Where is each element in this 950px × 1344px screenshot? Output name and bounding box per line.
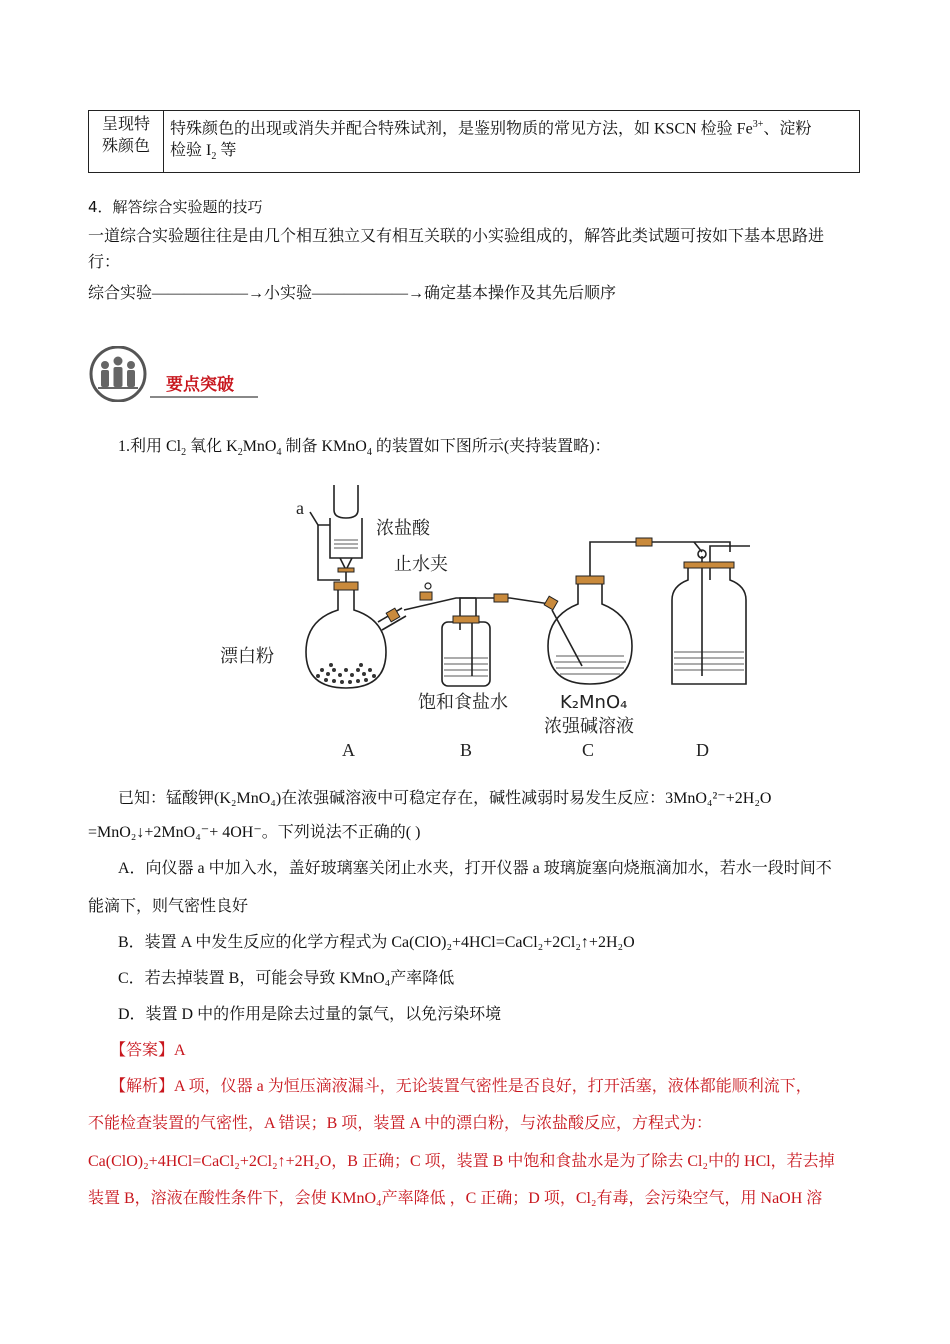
analysis-line2: 不能检查装置的气密性，A 错误；B 项，装置 A 中的漂白粉，与浓盐酸反应，方程式为： xyxy=(88,1115,713,1132)
letter-a: A xyxy=(342,740,355,760)
banner-title: 要点突破 xyxy=(166,375,234,395)
answer: 【答案】A xyxy=(110,1042,186,1059)
known-line1: 已知：锰酸钾(K₂MnO₄)在浓强碱溶液中可稳定存在，碱性减弱时易发生反应：3MnO₄²⁻+2H₂O xyxy=(118,790,772,807)
label-clip: 止水夹 xyxy=(394,554,448,575)
option-a-line2: 能滴下，则气密性良好 xyxy=(88,898,249,915)
section-paragraph-line2: 行： xyxy=(88,254,121,271)
known-line2: =MnO₂↓+2MnO₄⁻+ 4OH⁻。下列说法不正确的( ) xyxy=(88,824,421,841)
row-content-line2: 检验 $I_2$ 等 xyxy=(170,142,237,163)
label-k2mno4: K₂MnO₄ xyxy=(560,692,628,713)
apparatus-figure xyxy=(210,470,770,770)
analysis-line3: Ca(ClO)₂+4HCl=CaCl₂+2Cl₂↑+2H₂O，B 正确；C 项，装置 B 中饱和食盐水是为了除去 Cl₂中的 HCl，若去掉 xyxy=(88,1153,835,1170)
label-hcl: 浓盐酸 xyxy=(376,518,430,539)
option-c: C．若去掉装置 B，可能会导致 KMnO₄产率降低 xyxy=(118,970,455,987)
option-d: D．装置 D 中的作用是除去过量的氯气，以免污染环境 xyxy=(118,1006,502,1023)
option-b: B．装置 A 中发生反应的化学方程式为 Ca(ClO)₂+4HCl=CaCl₂+2Cl₂↑+2H₂O xyxy=(118,934,635,951)
flow-text: 综合实验——————→小实验——————→确定基本操作及其先后顺序 xyxy=(88,285,617,302)
label-a: a xyxy=(296,498,304,518)
label-brine: 饱和食盐水 xyxy=(418,692,508,713)
section-paragraph-line1: 一道综合实验题往往是由几个相互独立又有相互关联的小实验组成的，解答此类试题可按如下基本思路进 xyxy=(88,228,825,245)
people-group-icon xyxy=(88,346,154,402)
letter-c: C xyxy=(582,740,595,760)
row-content-line1: 特殊颜色的出现或消失并配合特殊试剂，是鉴别物质的常见方法，如 KSCN 检验 $Fe^{3+}$、淀粉 xyxy=(170,119,812,138)
section-heading: 4．解答综合实验题的技巧 xyxy=(88,198,263,216)
analysis-line4: 装置 B，溶液在酸性条件下，会使 KMnO₄产率降低 ，C 正确；D 项，Cl₂有毒，会污染空气，用 NaOH 溶 xyxy=(88,1190,823,1207)
row-content xyxy=(164,111,860,173)
option-a-line1: A．向仪器 a 中加入水，盖好玻璃塞关闭止水夹，打开仪器 a 玻璃旋塞向烧瓶滴加水，若水一段时间不 xyxy=(118,860,832,877)
row-header xyxy=(89,111,164,173)
label-alkali: 浓强碱溶液 xyxy=(544,716,634,737)
banner-underline xyxy=(150,396,258,398)
letter-b: B xyxy=(460,740,473,760)
row-header-line2: 殊颜色 xyxy=(101,138,150,155)
label-bleach: 漂白粉 xyxy=(220,646,274,667)
row-header-line1: 呈现特 xyxy=(101,116,150,133)
table-row xyxy=(89,111,860,173)
analysis-line1: 【解析】A 项，仪器 a 为恒压滴液漏斗，无论装置气密性是否良好，打开活塞，液体都能顺利流下， xyxy=(110,1078,812,1095)
question-stem: 1.利用 $Cl_2$ 氧化 $K_2MnO_4$ 制备 KMnO$_4$ 的装置如下图所示(夹持装置略)： xyxy=(118,438,611,459)
tip-table xyxy=(88,110,860,173)
letter-d: D xyxy=(696,740,709,760)
